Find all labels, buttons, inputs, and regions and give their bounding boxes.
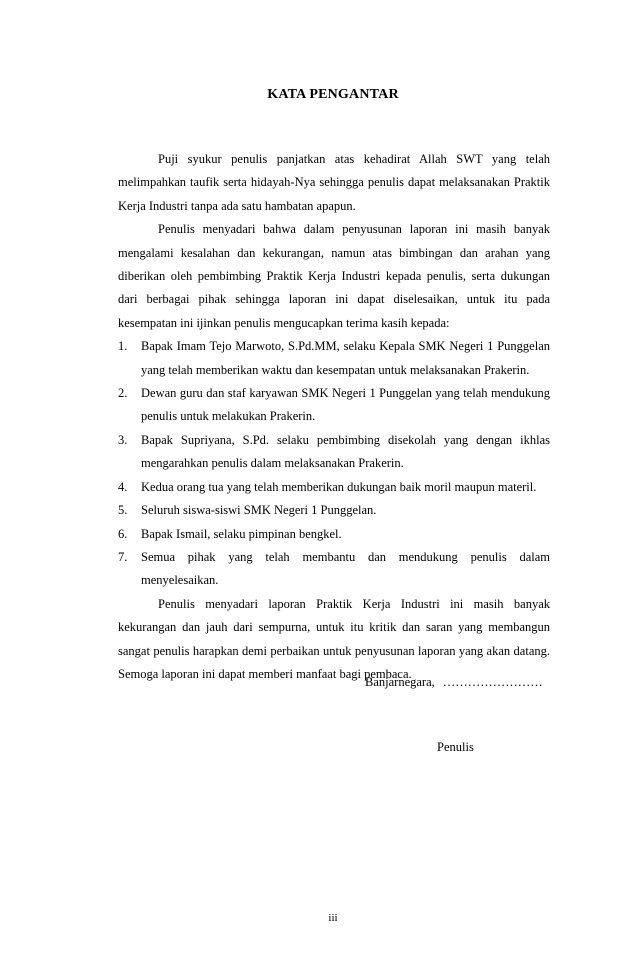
page-number: iii <box>328 912 338 924</box>
signer-name: Penulis <box>437 740 474 754</box>
list-item: 6. Bapak Ismail, selaku pimpinan bengkel. <box>118 526 342 541</box>
list-item: 1. Bapak Imam Tejo Marwoto, S.Pd.MM, selaku Kepala SMK Negeri 1 Punggelan yang telah memberikan waktu dan kesempatan untuk melaksanakan Prakerin. <box>118 339 550 377</box>
thanks-list <box>118 335 550 592</box>
document-body <box>118 148 550 686</box>
list-item: 4. Kedua orang tua yang telah memberikan dukungan baik moril maupun materil. <box>118 479 537 494</box>
place-label: Banjarnegara, <box>365 675 435 689</box>
paragraph-closing: Penulis menyadari laporan Praktik Kerja Industri ini masih banyak kekurangan dan jauh dari sempurna, untuk itu kritik dan saran yang membangun sangat penulis harapkan demi perbaikan untuk penyusunan laporan yang akan datang. Semoga laporan ini dapat memberi manfaat bagi pembaca. <box>118 596 550 681</box>
list-item: 5. Seluruh siswa-siswi SMK Negeri 1 Punggelan. <box>118 503 377 518</box>
list-item: 3. Bapak Supriyana, S.Pd. selaku pembimbing disekolah yang dengan ikhlas mengarahkan penulis dalam melaksanakan Prakerin. <box>118 432 550 471</box>
list-item: 7. Semua pihak yang telah membantu dan mendukung penulis dalam menyelesaikan. <box>118 549 550 588</box>
paragraph-acknowledgement: Penulis menyadari bahwa dalam penyusunan laporan ini masih banyak mengalami kesalahan dan kekurangan, namun atas bimbingan dan arahan yang diberikan oleh pembimbing Praktik Kerja Industri kepada penulis, serta dukungan dari berbagai pihak sehingga laporan ini dapat diselesaikan, untuk itu pada kesempatan ini ijinkan penulis mengucapkan terima kasih kepada: <box>118 222 550 330</box>
date-placeholder: …………………… <box>442 675 543 689</box>
place-date-line <box>365 675 543 690</box>
page-title: KATA PENGANTAR <box>267 87 399 102</box>
paragraph-opening: Puji syukur penulis panjatkan atas kehadirat Allah SWT yang telah melimpahkan taufik serta hidayah-Nya sehingga penulis dapat melaksanakan Praktik Kerja Industri tanpa ada satu hambatan apapun. <box>118 152 550 213</box>
list-item: 2. Dewan guru dan staf karyawan SMK Negeri 1 Punggelan yang telah mendukung penulis untuk melakukan Prakerin. <box>118 386 550 424</box>
